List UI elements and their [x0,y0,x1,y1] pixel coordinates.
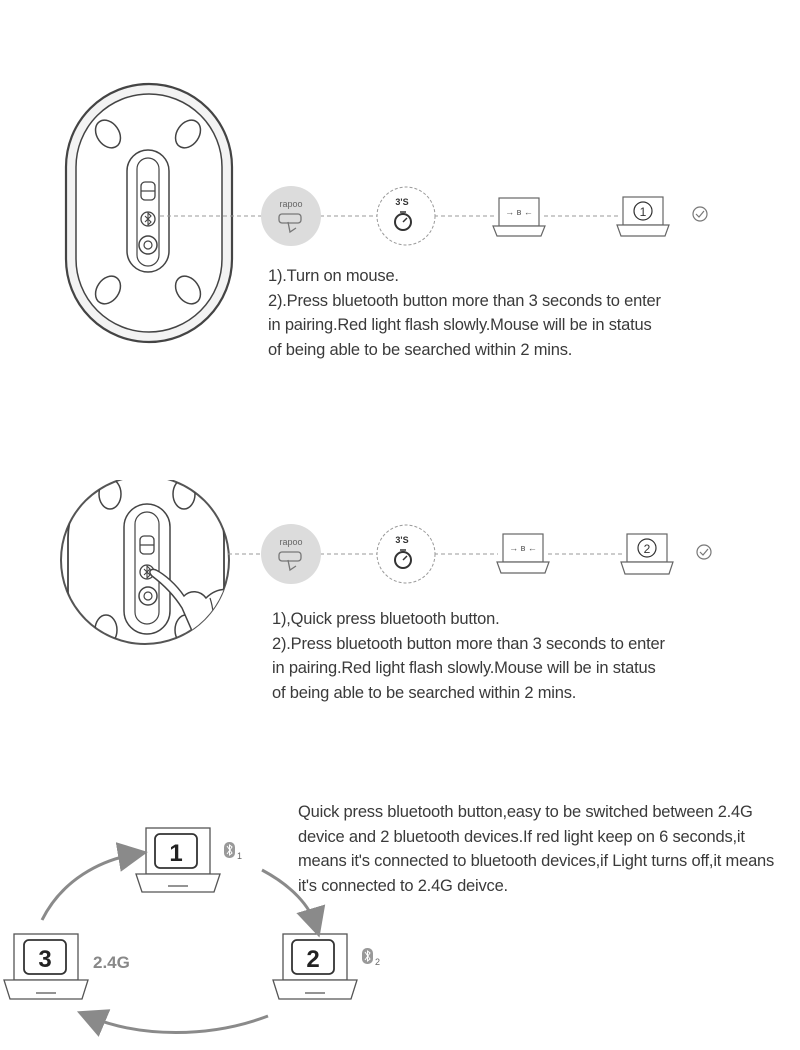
rapoo-power-icon [261,524,321,584]
arrow-2-to-3 [88,1016,268,1033]
check-icon [697,545,711,559]
description-line: means it's connected to bluetooth devices,if Light turns off,it means [298,852,775,870]
device-number: 1 [169,840,183,867]
device-number: 1 [639,205,647,219]
bluetooth-subscript: 2 [375,957,381,967]
instruction-line: in pairing.Red light flash slowly.Mouse will be in status [272,659,656,677]
description-line: device and 2 bluetooth devices.If red light keep on 6 seconds,it [298,827,745,846]
timer-label: 3'S [395,197,409,207]
instruction-line: 2).Press bluetooth button more than 3 seconds to enter [272,634,665,653]
timer-label: 3'S [395,535,409,545]
arrow-3-to-1 [42,854,136,920]
device-1-laptop-icon [617,197,669,236]
bluetooth-2-icon [362,948,380,967]
check-icon [693,207,707,221]
brand-label: rapoo [279,199,303,209]
bluetooth-subscript: 1 [237,851,243,861]
brand-label: rapoo [279,537,303,547]
description-line: Quick press bluetooth button,easy to be switched between 2.4G [298,803,753,821]
pairing-laptop-icon [493,198,545,236]
instruction-line: in pairing.Red light flash slowly.Mouse will be in status [268,316,652,334]
arrow-1-to-2 [262,870,316,926]
instruction-line: 2).Press bluetooth button more than 3 seconds to enter [268,291,661,310]
device-3-laptop [4,934,88,999]
instruction-line: of being able to be searched within 2 mins. [272,683,577,702]
mouse-zoom-view [61,480,230,680]
rapoo-power-icon [261,186,321,246]
pairing-laptop-icon [497,534,549,573]
device-number: 2 [643,542,651,556]
svg-text:→ ʙ ←: → ʙ ← [505,207,533,217]
instruction-line: 1),Quick press bluetooth button. [272,610,500,628]
receiver-24g-label: 2.4G [93,953,130,972]
device-2-laptop-icon [621,534,673,574]
timer-icon [377,525,435,583]
description-line: it's connected to 2.4G deivce. [298,876,508,895]
section3-switch-cycle-diagram [0,810,800,1050]
section2-instructions [272,607,665,705]
instruction-line: of being able to be searched within 2 mins. [268,340,573,359]
device-number: 2 [306,946,320,973]
device-2-laptop [273,934,357,999]
svg-text:→ ʙ ←: → ʙ ← [509,543,537,553]
section1-instructions [268,264,661,362]
mouse-bottom-view [66,84,232,342]
device-1-laptop [136,828,220,892]
device-number: 3 [38,946,52,973]
instruction-line: 1).Turn on mouse. [268,267,399,285]
bluetooth-1-icon [224,842,242,861]
timer-icon [377,187,435,245]
